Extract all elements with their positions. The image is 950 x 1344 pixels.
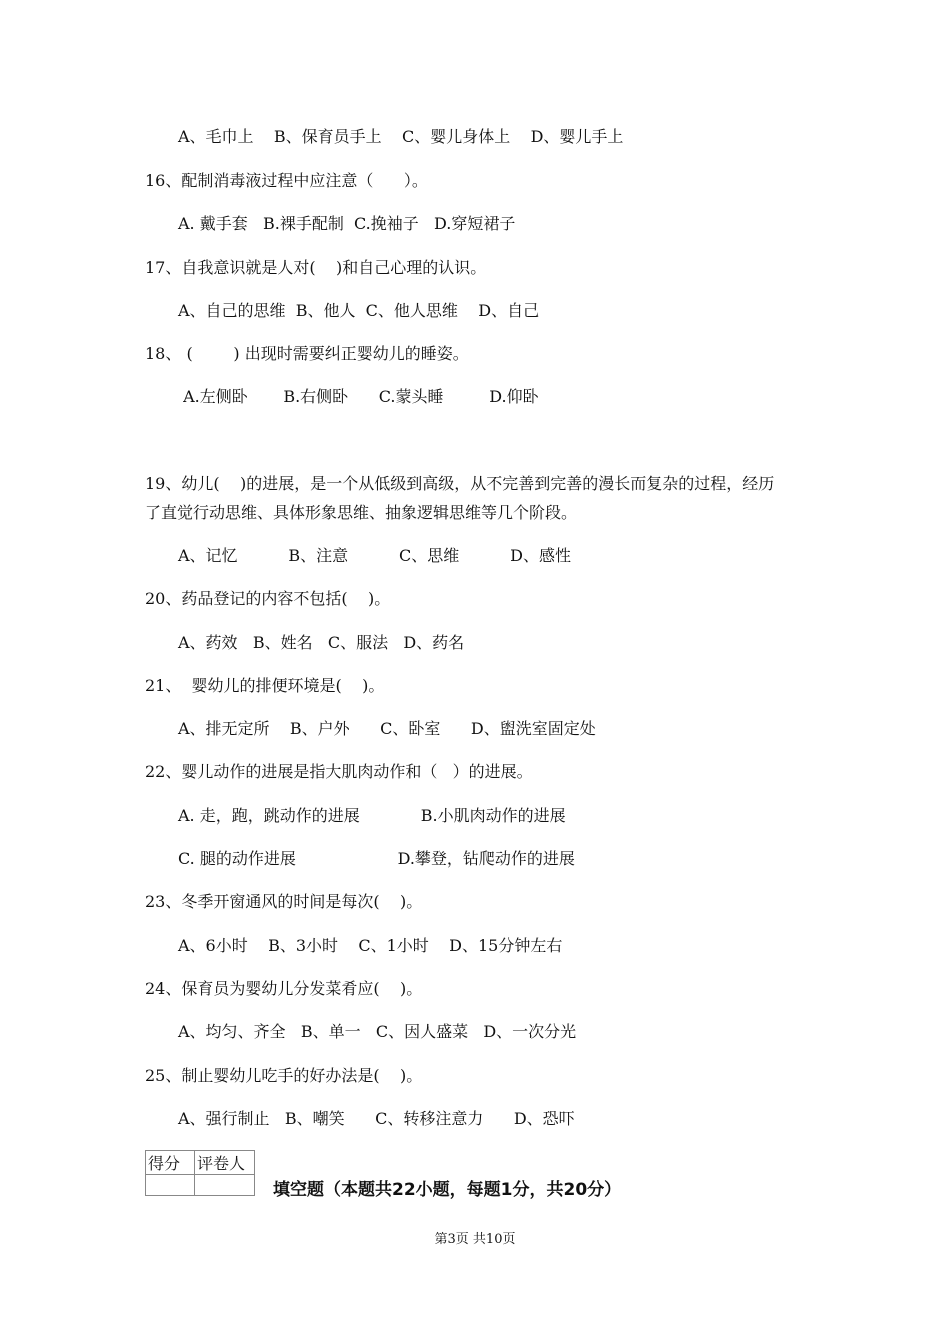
line-q17-options: A、自己的思维 B、他人 C、他人思维 D、自己 — [178, 301, 540, 320]
line-q20: 20、药品登记的内容不包括( )。 — [145, 589, 391, 608]
line-q24: 24、保育员为婴幼儿分发菜肴应( )。 — [145, 979, 423, 998]
line-q16: 16、配制消毒液过程中应注意（ ）。 — [145, 171, 428, 190]
line-q18: 18、 ( ) 出现时需要纠正婴幼儿的睡姿。 — [145, 344, 469, 363]
line-q20-options: A、药效 B、姓名 C、服法 D、药名 — [178, 633, 465, 652]
page-footer: 第3页 共10页 — [434, 1232, 516, 1247]
line-q22: 22、婴儿动作的进展是指大肌肉动作和（ ）的进展。 — [145, 762, 533, 781]
line-q22-options-ab: A. 走，跑，跳动作的进展 B.小肌肉动作的进展 — [178, 806, 566, 825]
score-table — [145, 1150, 255, 1196]
line-q18-options: A.左侧卧 B.右侧卧 C.蒙头睡 D.仰卧 — [178, 387, 539, 406]
line-q23-options: A、6小时 B、3小时 C、1小时 D、15分钟左右 — [178, 936, 563, 955]
score-cell — [146, 1175, 195, 1196]
score-header: 得分 — [146, 1151, 195, 1175]
section-title: 填空题（本题共22小题，每题1分，共20分） — [273, 1180, 622, 1200]
line-q21: 21、 婴幼儿的排便环境是( )。 — [145, 676, 385, 695]
line-q19-options: A、记忆 B、注意 C、思维 D、感性 — [178, 546, 571, 565]
line-q16-options: A. 戴手套 B.裸手配制 C.挽袖子 D.穿短裙子 — [178, 214, 516, 233]
line-q24-options: A、均匀、齐全 B、单一 C、因人盛菜 D、一次分光 — [178, 1022, 577, 1041]
grader-cell — [195, 1175, 255, 1196]
line-q25: 25、制止婴幼儿吃手的好办法是( )。 — [145, 1066, 423, 1085]
line-q19-cont: 了直觉行动思维、具体形象思维、抽象逻辑思维等几个阶段。 — [145, 503, 578, 522]
line-q15-options: A、毛巾上 B、保育员手上 C、婴儿身体上 D、婴儿手上 — [178, 127, 624, 146]
line-q17: 17、自我意识就是人对( )和自己心理的认识。 — [145, 258, 487, 277]
line-q19: 19、幼儿( )的进展，是一个从低级到高级，从不完善到完善的漫长而复杂的过程，经历 — [145, 474, 775, 493]
line-q22-options-cd: C. 腿的动作进展 D.攀登，钻爬动作的进展 — [178, 849, 575, 868]
line-q21-options: A、排无定所 B、户外 C、卧室 D、盥洗室固定处 — [178, 719, 596, 738]
line-q25-options: A、强行制止 B、嘲笑 C、转移注意力 D、恐吓 — [178, 1109, 575, 1128]
grader-header: 评卷人 — [195, 1151, 255, 1175]
line-q23: 23、冬季开窗通风的时间是每次( )。 — [145, 892, 423, 911]
